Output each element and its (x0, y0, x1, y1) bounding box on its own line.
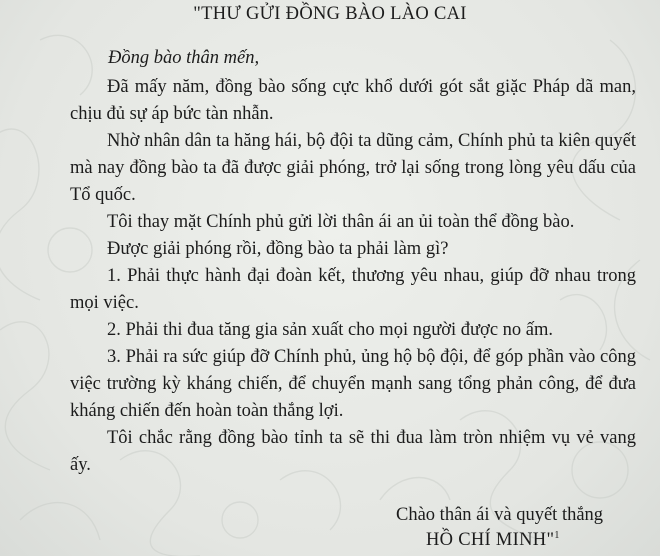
paragraph: Tôi thay mặt Chính phủ gửi lời thân ái an ủi toàn thể đồng bào. (107, 212, 575, 232)
paragraph: 2. Phải thi đua tăng gia sản xuất cho mọi người được no ấm. (107, 320, 554, 340)
salutation: Đồng bào thân mến, (108, 48, 260, 68)
letter-body (70, 74, 636, 479)
signature-name: HỒ CHÍ MINH" (426, 530, 555, 551)
paragraph: 1. Phải thực hành đại đoàn kết, thương yêu nhau, giúp đỡ nhau trong mọi việc. (70, 266, 636, 313)
paragraph: Đã mấy năm, đồng bào sống cực khổ dưới gót sắt giặc Pháp dã man, chịu đủ sự áp bức tàn nhẫn. (70, 77, 636, 124)
paragraph: Tôi chắc rằng đồng bào tỉnh ta sẽ thi đua làm tròn nhiệm vụ vẻ vang ấy. (70, 428, 636, 475)
paragraph: 3. Phải ra sức giúp đỡ Chính phủ, ủng hộ bộ đội, để góp phần vào công việc trường kỳ kháng chiến, để chuyển mạnh sang tổng phản công, để đưa kháng chiến đến hoàn toàn thắng lợi. (70, 347, 636, 421)
letter-title: "THƯ GỬI ĐỒNG BÀO LÀO CAI (193, 4, 467, 24)
paragraph: Được giải phóng rồi, đồng bào ta phải làm gì? (107, 239, 449, 259)
signature (426, 530, 560, 551)
closing-line: Chào thân ái và quyết thắng (396, 505, 604, 525)
footnote-marker: 1 (554, 530, 560, 541)
paragraph: Nhờ nhân dân ta hăng hái, bộ đội ta dũng cảm, Chính phủ ta kiên quyết mà nay đồng bào ta đã được giải phóng, trở lại sống trong lòng yêu dấu của Tổ quốc. (70, 131, 636, 205)
